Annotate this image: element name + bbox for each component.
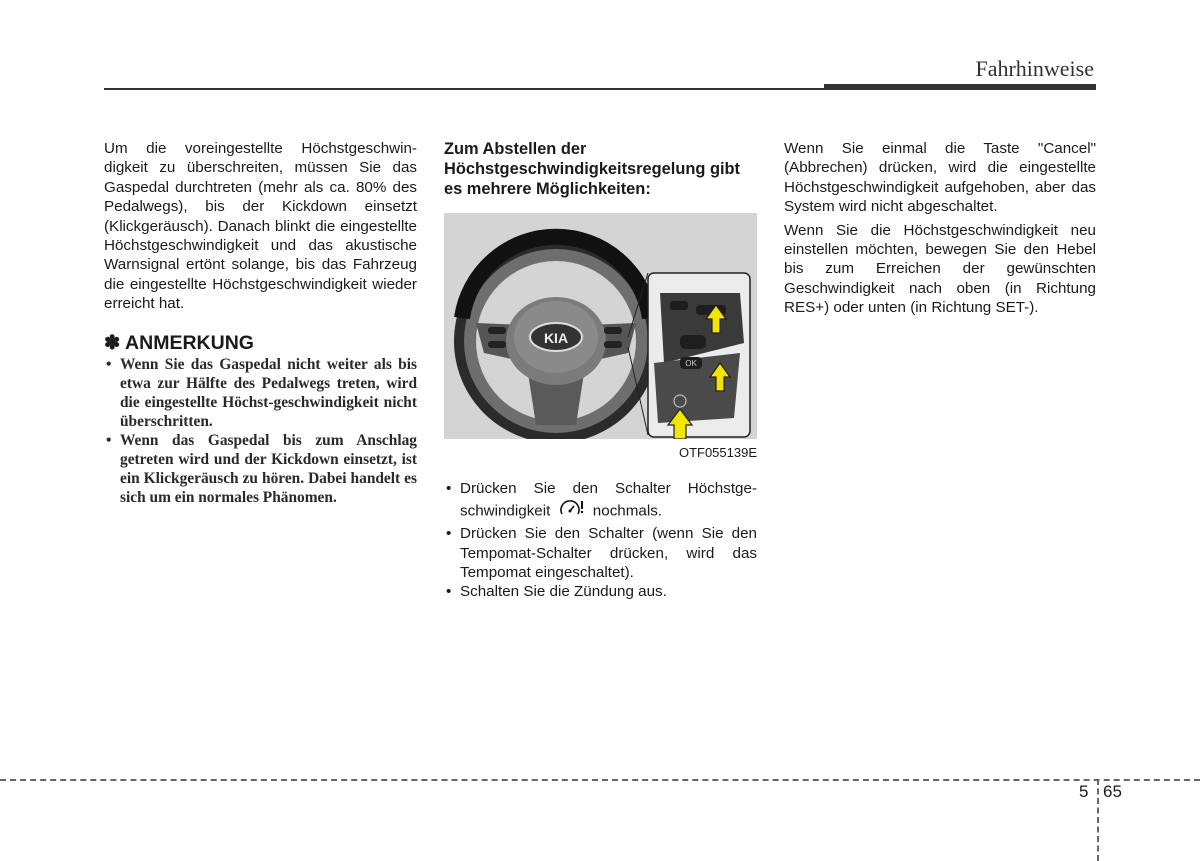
- figure-caption: OTF055139E: [678, 445, 757, 460]
- header-rule: [104, 88, 826, 90]
- bullet-item: • Schalten Sie die Zündung aus.: [444, 582, 757, 601]
- steering-wheel-illustration: [444, 213, 757, 439]
- note-heading: ✽ ANMERKUNG: [104, 331, 254, 354]
- footer-divider: [1097, 779, 1099, 861]
- footer-rule: [0, 779, 1200, 781]
- kia-logo: KIA: [543, 330, 569, 346]
- speed-limiter-icon: [559, 499, 585, 524]
- intro-paragraph: Um die voreingestellte Höchstgeschwin-digkeit zu überschreiten, müssen Sie das Gaspedal durchtreten (mehr als ca. 80% des Pedalwegs), bis der Kickdown einsetzt (Klickgeräusch). Danach blinkt die eingestellte Höchstgeschwindigkeit und das akustische Warnsignal ertönt solange, bis das Fahrzeug die eingestellte Höchstgeschwindigkeit wieder erreicht hat.: [104, 140, 417, 313]
- bullet-list: [444, 479, 757, 601]
- section-heading: Zum Abstellen der Höchstgeschwindigkeitsregelung gibt es mehrere Möglichkeiten:: [444, 140, 740, 198]
- bullet-item: • Drücken Sie den Schalter (wenn Sie den Tempomat-Schalter drücken, wird das Tempomat eingeschaltet).: [444, 524, 757, 582]
- bullet-text: nochmals.: [592, 502, 663, 520]
- note-item: • Wenn das Gaspedal bis zum Anschlag getreten wird und der Kickdown einsetzt, ist ein Klickgeräusch zu hören. Dabei handelt es sich um ein normales Phänomen.: [104, 431, 417, 507]
- bullet-text: Drücken Sie den Schalter Höchstge-schwindigkeit: [460, 480, 757, 520]
- bullet-item: [444, 479, 757, 524]
- column-middle: [444, 139, 757, 602]
- paragraph: Wenn Sie die Höchstgeschwindigkeit neu einstellen möchten, bewegen Sie den Hebel bis zum Erreichen der gewünschten Geschwindigkeit nach oben (in Richtung RES+) oder unten (in Richtung SET-).: [784, 221, 1096, 317]
- header-rule-accent: [824, 84, 1096, 90]
- column-right: [784, 139, 1096, 322]
- page-number: 65: [1103, 782, 1122, 801]
- chapter-number: 5: [1079, 782, 1089, 801]
- column-left: [104, 139, 417, 507]
- ok-button-label: OK: [685, 359, 697, 368]
- note-list: [104, 355, 417, 507]
- note-item: • Wenn Sie das Gaspedal nicht weiter als bis etwa zur Hälfte des Pedalwegs treten, wird die eingestellte Höchst-geschwindigkeit nicht überschritten.: [104, 355, 417, 431]
- paragraph: Wenn Sie einmal die Taste "Cancel" (Abbrechen) drücken, wird die eingestellte Höchstgeschwindigkeit aufgehoben, aber das System wird nicht abgeschaltet.: [784, 140, 1096, 216]
- steering-wheel-figure: [444, 213, 757, 439]
- page-header-title: Fahrhinweise: [975, 56, 1094, 81]
